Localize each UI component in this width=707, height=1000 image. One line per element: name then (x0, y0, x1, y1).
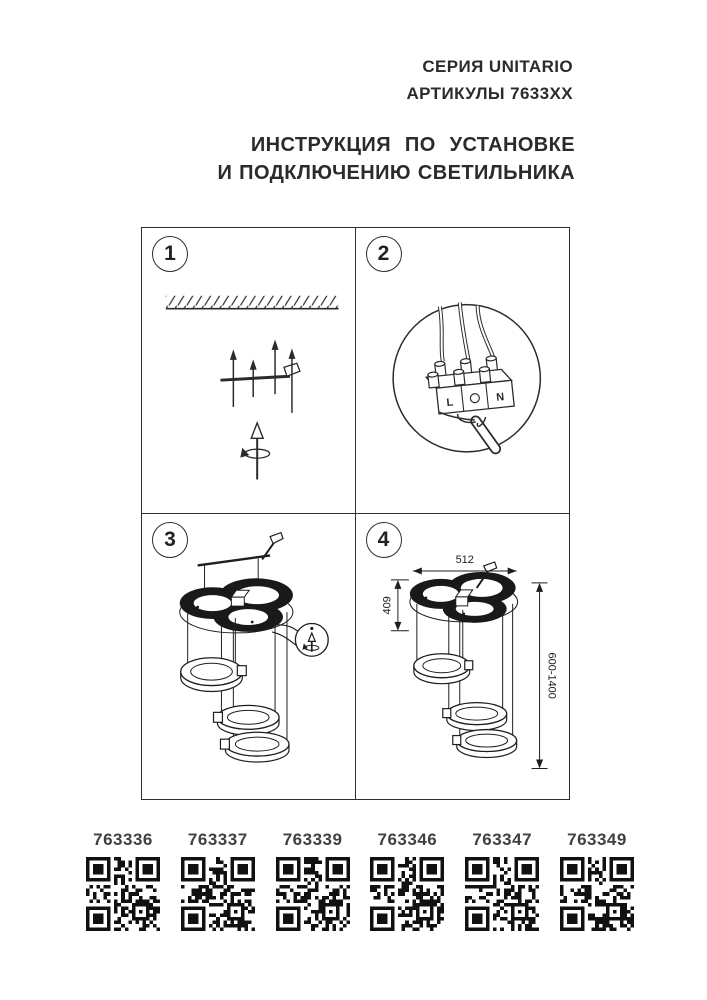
qr-code (181, 857, 255, 931)
article-codes-row (84, 830, 636, 931)
article-number: 763339 (282, 830, 343, 849)
series-title: СЕРИЯ UNITARIO (422, 57, 573, 76)
light-ring-middle (442, 702, 506, 730)
article-code-item (558, 830, 636, 931)
dimension-canopy-height (381, 579, 408, 630)
step-panel-4 (356, 514, 570, 800)
rotate-up-arrow-icon (240, 423, 269, 480)
dimension-suspension-range (531, 582, 557, 768)
qr-code (465, 857, 539, 931)
light-ring-top (181, 657, 247, 691)
step-number-badge: 1 (152, 236, 188, 272)
qr-code (560, 857, 634, 931)
article-code-item (84, 830, 162, 931)
qr-code (86, 857, 160, 931)
step-number-badge: 2 (366, 236, 402, 272)
step-number-badge: 3 (152, 522, 188, 558)
ceiling-hatch (166, 296, 339, 309)
light-ring-bottom (220, 732, 289, 762)
instruction-grid (141, 227, 570, 800)
dimension-canopy-height-label: 409 (380, 595, 393, 615)
article-number: 763346 (377, 830, 438, 849)
dimension-width-label: 512 (455, 553, 474, 566)
light-ring-top (413, 653, 472, 683)
article-code-item (463, 830, 541, 931)
step-panel-1 (142, 228, 356, 514)
terminal-label-n: N (495, 391, 505, 404)
article-code-item (368, 830, 446, 931)
screw-callout-balloon (272, 623, 328, 656)
article-code-item (179, 830, 257, 931)
step-panel-3 (142, 514, 356, 800)
step-number-badge: 4 (366, 522, 402, 558)
dimension-width (412, 553, 516, 573)
article-number: 763336 (93, 830, 153, 849)
mounting-bracket (220, 339, 299, 412)
dimension-suspension-range-label: 600-1400 (545, 652, 558, 699)
qr-code (276, 857, 350, 931)
article-number: 763349 (567, 830, 627, 849)
article-number: 763347 (472, 830, 533, 849)
light-ring-middle (213, 705, 279, 735)
title-line-2: И ПОДКЛЮЧЕНИЮ СВЕТИЛЬНИКА (217, 162, 575, 184)
terminal-label-l: L (445, 396, 454, 410)
light-ring-bottom (452, 729, 516, 757)
article-code-item (274, 830, 352, 931)
qr-code (370, 857, 444, 931)
articles-subtitle: АРТИКУЛЫ 7633XX (406, 84, 573, 103)
title-line-1: ИНСТРУКЦИЯ ПО УСТАНОВКЕ (250, 134, 575, 156)
page-title (217, 131, 575, 187)
article-number: 763337 (187, 830, 248, 849)
step-panel-2 (356, 228, 570, 514)
